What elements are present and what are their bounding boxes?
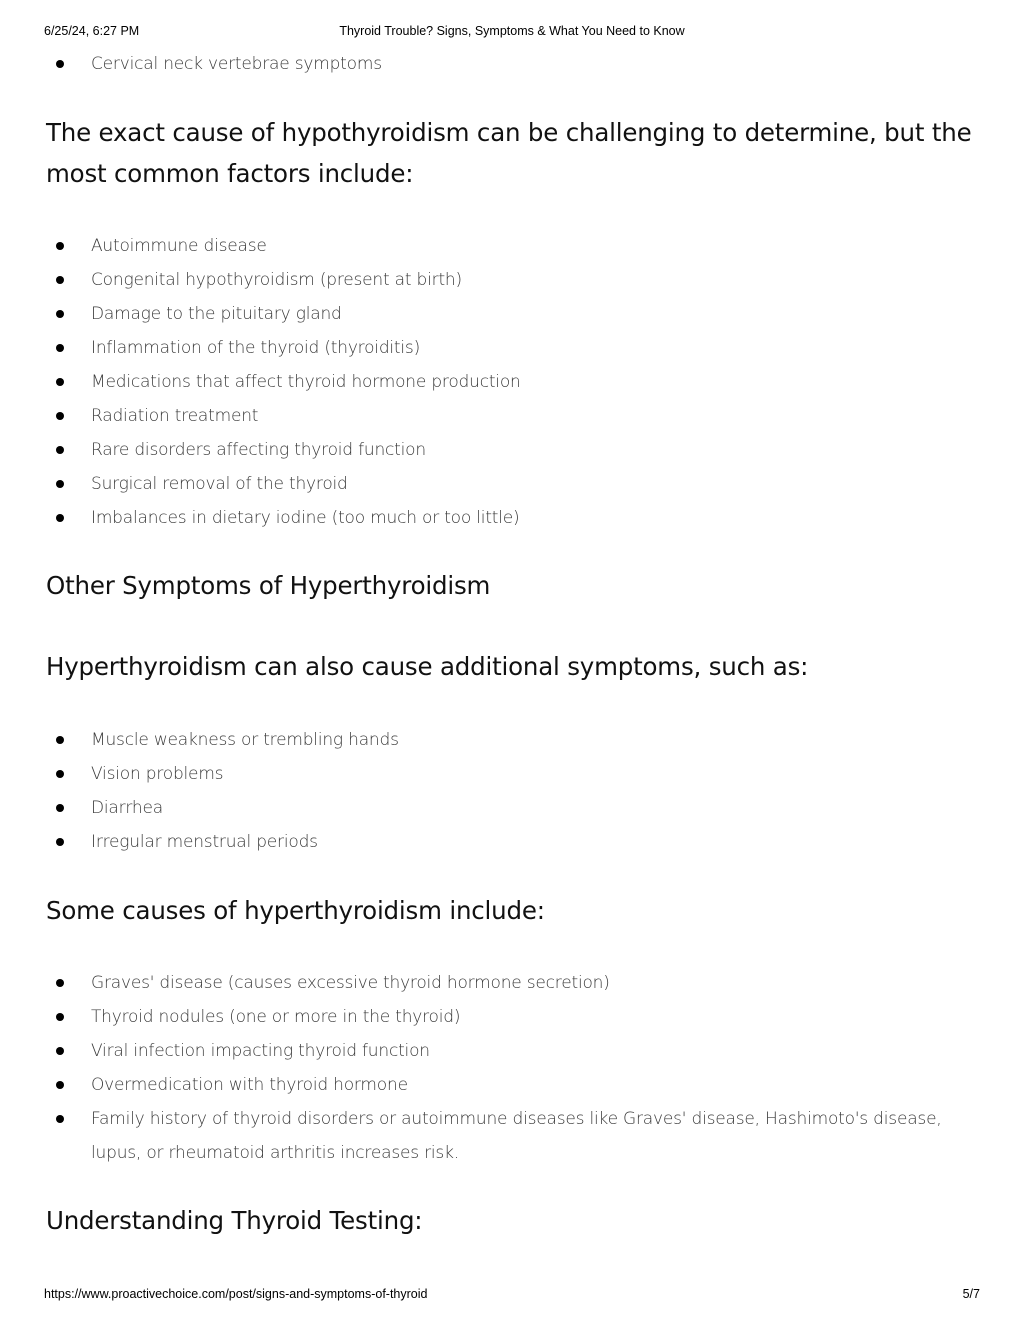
list-item: Congenital hypothyroidism (present at birth): [56, 263, 956, 297]
bullet-icon: [56, 1081, 64, 1089]
list-item: Autoimmune disease: [56, 229, 956, 263]
list-item: Thyroid nodules (one or more in the thyroid): [56, 1000, 956, 1034]
hyperthyroidism-symptoms-list: [56, 723, 956, 859]
list-item: Surgical removal of the thyroid: [56, 467, 956, 501]
page-number: 5/7: [962, 1287, 980, 1301]
list-item: Muscle weakness or trembling hands: [56, 723, 956, 757]
list-item: Damage to the pituitary gland: [56, 297, 956, 331]
list-item: Irregular menstrual periods: [56, 825, 956, 859]
bullet-icon: [56, 344, 64, 352]
bullet-icon: [56, 480, 64, 488]
list-item: Overmedication with thyroid hormone: [56, 1068, 956, 1102]
bullet-icon: [56, 804, 64, 812]
list-item: Family history of thyroid disorders or autoimmune diseases like Graves' disease, Hashimoto's disease, lupus, or rheumatoid arthritis increases risk.: [56, 1102, 956, 1170]
bullet-icon: [56, 979, 64, 987]
list-item: Imbalances in dietary iodine (too much or too little): [56, 501, 956, 535]
hyperthyroidism-causes-heading: Some causes of hyperthyroidism include:: [46, 896, 545, 925]
bullet-icon: [56, 378, 64, 386]
bullet-icon: [56, 770, 64, 778]
hyperthyroidism-symptoms-heading: Other Symptoms of Hyperthyroidism: [46, 571, 491, 600]
bullet-icon: [56, 412, 64, 420]
bullet-icon: [56, 60, 64, 68]
bullet-icon: [56, 276, 64, 284]
list-item: Viral infection impacting thyroid function: [56, 1034, 956, 1068]
bullet-icon: [56, 514, 64, 522]
bullet-icon: [56, 310, 64, 318]
print-header: [44, 24, 980, 40]
bullet-icon: [56, 446, 64, 454]
print-url: https://www.proactivechoice.com/post/signs-and-symptoms-of-thyroid: [44, 1287, 428, 1301]
bullet-icon: [56, 838, 64, 846]
bullet-icon: [56, 242, 64, 250]
bullet-icon: [56, 736, 64, 744]
hypothyroidism-causes-heading: The exact cause of hypothyroidism can be challenging to determine, but the most common factors include:: [46, 118, 972, 188]
symptom-list-continued: [56, 47, 956, 81]
list-item: Rare disorders affecting thyroid function: [56, 433, 956, 467]
print-page-title: Thyroid Trouble? Signs, Symptoms & What You Need to Know: [339, 24, 685, 38]
list-item: Diarrhea: [56, 791, 956, 825]
bullet-icon: [56, 1115, 64, 1123]
hyperthyroidism-causes-list: [56, 966, 956, 1170]
bullet-icon: [56, 1013, 64, 1021]
list-item: Inflammation of the thyroid (thyroiditis): [56, 331, 956, 365]
list-item: Medications that affect thyroid hormone production: [56, 365, 956, 399]
print-footer: [44, 1287, 980, 1303]
thyroid-testing-heading: Understanding Thyroid Testing:: [46, 1206, 423, 1235]
hypothyroidism-causes-list: [56, 229, 956, 535]
list-item: Graves' disease (causes excessive thyroid hormone secretion): [56, 966, 956, 1000]
list-item: Vision problems: [56, 757, 956, 791]
list-item: Cervical neck vertebrae symptoms: [56, 47, 956, 81]
print-date: 6/25/24, 6:27 PM: [44, 24, 140, 38]
bullet-icon: [56, 1047, 64, 1055]
list-item: Radiation treatment: [56, 399, 956, 433]
hyperthyroidism-symptoms-subheading: Hyperthyroidism can also cause additional symptoms, such as:: [46, 652, 809, 681]
